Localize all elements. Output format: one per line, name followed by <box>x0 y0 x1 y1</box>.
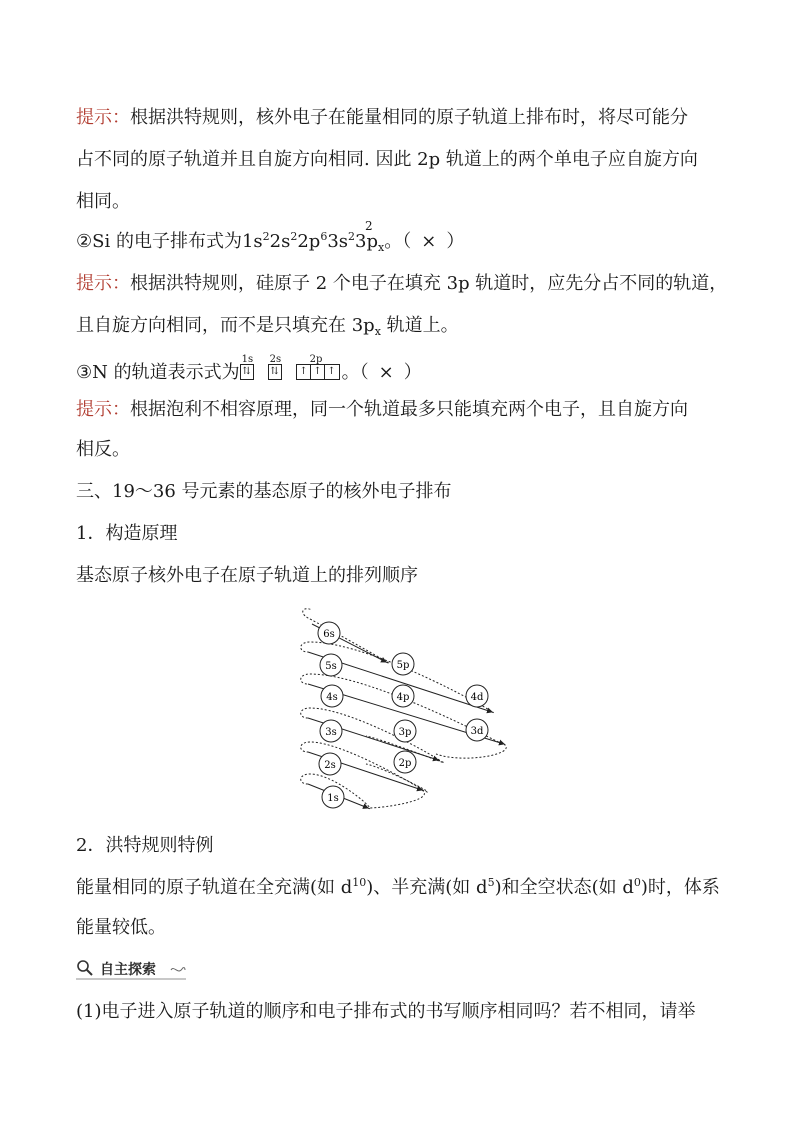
orbital-2s-box: ⇅ <box>268 364 282 380</box>
hint-label: 提示： <box>76 399 130 420</box>
orbital-1s <box>322 786 344 808</box>
orbital-2p-box: ↑ ↑ ↑ <box>296 364 340 380</box>
orbital-5s <box>320 654 342 676</box>
subsection-2-title: 2．洪特规则特例 <box>76 835 214 856</box>
svg-text:2p: 2p <box>398 758 412 769</box>
orbital-3d <box>466 719 488 741</box>
svg-text:3p: 3p <box>398 727 412 738</box>
orbital-box-diagram: 1s 2s 2p ⇅ ⇅ ↑ ↑ ↑ <box>240 360 342 384</box>
orbital-3s <box>320 720 342 742</box>
hint-label: 提示： <box>76 107 130 128</box>
wrong-mark: × <box>421 231 437 252</box>
svg-text:4s: 4s <box>326 692 338 703</box>
question-1: (1)电子进入原子轨道的顺序和电子排布式的书写顺序相同吗？若不相同，请举 <box>76 1001 696 1022</box>
self-explore-label: 自主探索 <box>100 962 156 978</box>
hint-paragraph-2-line-2: 且自旋方向相同，而不是只填充在 $3p_x$ 轨道上。 <box>76 315 459 338</box>
orbital-2p <box>394 751 416 773</box>
magnifier-icon <box>76 959 94 977</box>
orbital-5p <box>392 653 414 675</box>
svg-text:5s: 5s <box>325 661 337 672</box>
svg-text:5p: 5p <box>396 660 410 671</box>
orbital-2s <box>319 753 341 775</box>
item-3-n-orbital-diagram: ③N 的轨道表示式为 1s 2s 2p ⇅ ⇅ ↑ ↑ ↑ 。（ × ） <box>76 354 422 383</box>
orbital-4s <box>321 685 343 707</box>
loop-ext-2 <box>368 790 424 808</box>
hint-label: 提示： <box>76 273 130 294</box>
svg-text:1s: 1s <box>327 793 339 804</box>
orbital-1s-box: ⇅ <box>240 364 254 380</box>
svg-text:4p: 4p <box>396 692 410 703</box>
self-explore-tag <box>76 958 186 980</box>
svg-text:6s: 6s <box>323 629 335 640</box>
aufbau-order-diagram <box>296 604 516 814</box>
loop-6s <box>303 609 389 664</box>
hint-paragraph-3-line-1: 提示：根据泡利不相容原理，同一个轨道最多只能填充两个电子，且自旋方向 <box>76 399 688 420</box>
svg-text:3d: 3d <box>470 726 484 737</box>
orbital-6s <box>318 622 340 644</box>
svg-text:3s: 3s <box>325 727 337 738</box>
subsection-2-text-line-2: 能量较低。 <box>76 917 166 938</box>
section-3-title: 三、19～36 号元素的基态原子的核外电子排布 <box>76 481 452 502</box>
orbital-4p <box>392 685 414 707</box>
self-explore-underline <box>76 978 186 980</box>
svg-text:2s: 2s <box>324 760 336 771</box>
orbital-4d <box>466 685 488 707</box>
hint-paragraph-1-line-1: 提示：根据洪特规则，核外电子在能量相同的原子轨道上排布时，将尽可能分 <box>76 107 688 128</box>
subsection-2-text-line-1: 能量相同的原子轨道在全充满(如 $d^{10}$)、半充满(如 $d^5$)和全空状态(如 $d^0$)时，体系 <box>76 876 720 898</box>
subsection-1-title: 1．构造原理 <box>76 523 178 544</box>
electron-config: $1s^22s^22p^63s^23p_x$ 2 <box>241 219 385 254</box>
hint-paragraph-3-line-2: 相反。 <box>76 439 130 460</box>
orbital-3p <box>394 720 416 742</box>
svg-text:4d: 4d <box>470 692 484 703</box>
loop-ext-1 <box>436 744 506 758</box>
hint-paragraph-2-line-1: 提示：根据洪特规则，硅原子 2 个电子在填充 3p 轨道时，应先分占不同的轨道， <box>76 273 728 294</box>
hint-paragraph-1-line-2: 占不同的原子轨道并且自旋方向相同. 因此 2p 轨道上的两个单电子应自旋方向 <box>76 149 698 170</box>
hint-paragraph-1-line-3: 相同。 <box>76 191 130 212</box>
swirl-decoration-icon <box>170 964 186 976</box>
item-2-si-config: ②Si 的电子排布式为$1s^22s^22p^63s^23p_x$ 2 。（ × ） <box>76 219 465 254</box>
wrong-mark: × <box>378 362 394 383</box>
subsection-1-text: 基态原子核外电子在原子轨道上的排列顺序 <box>76 565 418 586</box>
